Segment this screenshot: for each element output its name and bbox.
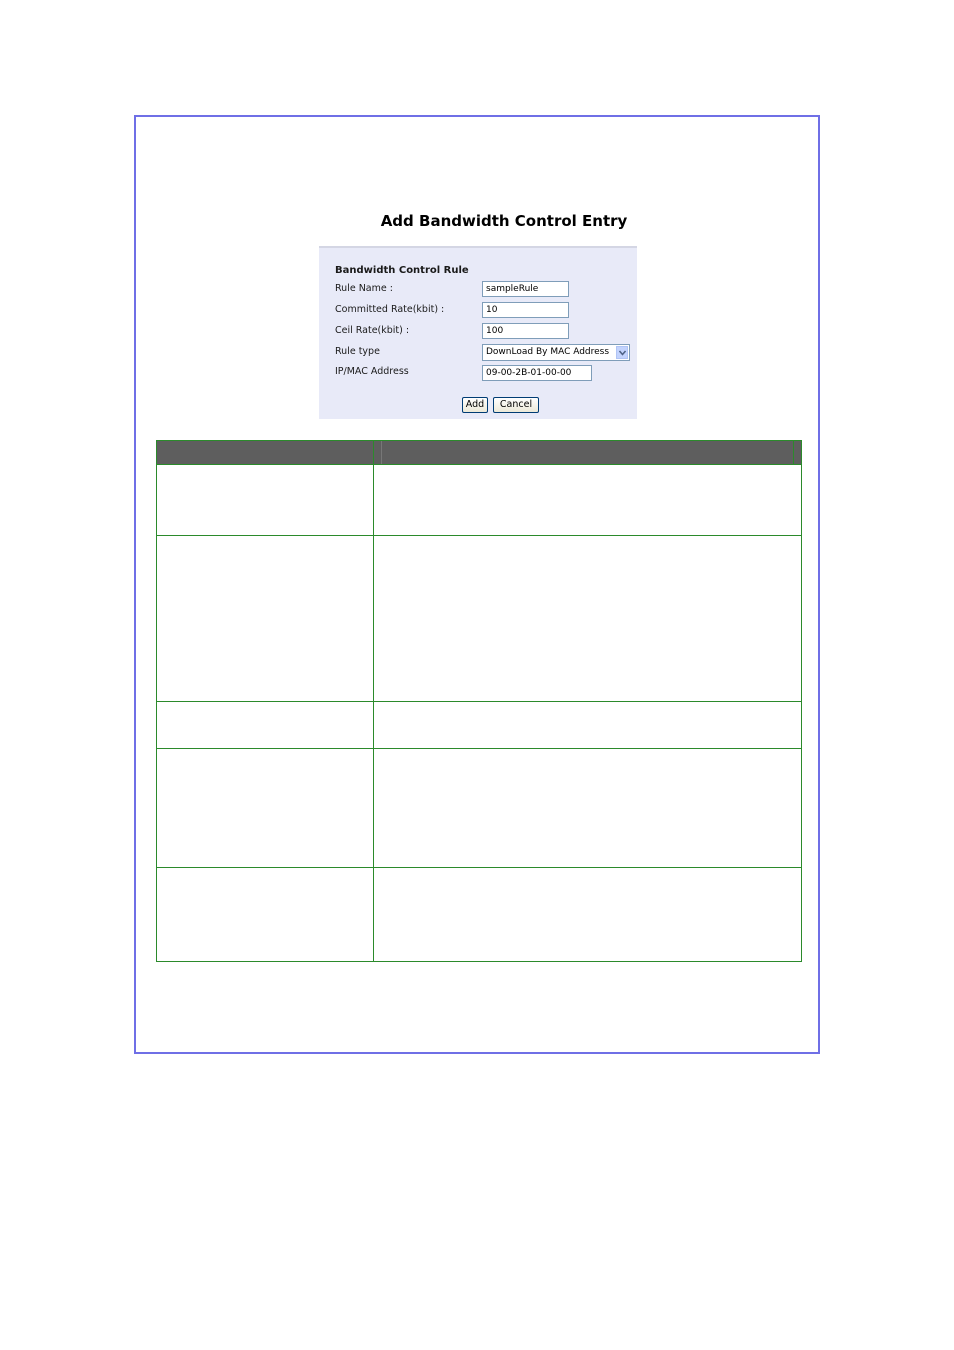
- ceil-rate-label: Ceil Rate(kbit) :: [335, 325, 410, 336]
- ip-mac-input[interactable]: 09-00-2B-01-00-00: [482, 365, 592, 381]
- ceil-rate-input[interactable]: 100: [482, 323, 569, 339]
- rule-type-label: Rule type: [335, 346, 380, 357]
- rule-type-select[interactable]: [482, 344, 630, 361]
- table-row: [157, 702, 801, 749]
- table-row: [157, 868, 801, 961]
- ip-mac-label: IP/MAC Address: [335, 366, 409, 377]
- figure-frame: [134, 115, 820, 1054]
- add-button[interactable]: Add: [462, 397, 488, 413]
- table-row: [157, 465, 801, 536]
- cancel-button[interactable]: Cancel: [493, 397, 539, 413]
- cell-divider: [373, 702, 374, 748]
- committed-rate-label: Committed Rate(kbit) :: [335, 304, 445, 315]
- cell-divider: [373, 465, 374, 535]
- table-row: [157, 749, 801, 868]
- header-divider: [381, 441, 382, 464]
- cell-divider: [373, 868, 374, 961]
- committed-rate-input[interactable]: 10: [482, 302, 569, 318]
- header-divider: [373, 441, 374, 464]
- cell-divider: [373, 536, 374, 701]
- table-header: [157, 441, 801, 465]
- rule-name-input[interactable]: sampleRule: [482, 281, 569, 297]
- header-divider: [793, 441, 794, 464]
- cell-divider: [373, 749, 374, 867]
- chevron-down-icon[interactable]: [616, 346, 628, 359]
- table-row: [157, 536, 801, 702]
- rule-type-selected-value: DownLoad By MAC Address: [486, 347, 610, 357]
- dialog-title: Add Bandwidth Control Entry: [380, 212, 628, 230]
- bandwidth-form-panel: [319, 246, 637, 419]
- section-label: Bandwidth Control Rule: [335, 265, 469, 276]
- description-table: [156, 440, 802, 962]
- rule-name-label: Rule Name :: [335, 283, 393, 294]
